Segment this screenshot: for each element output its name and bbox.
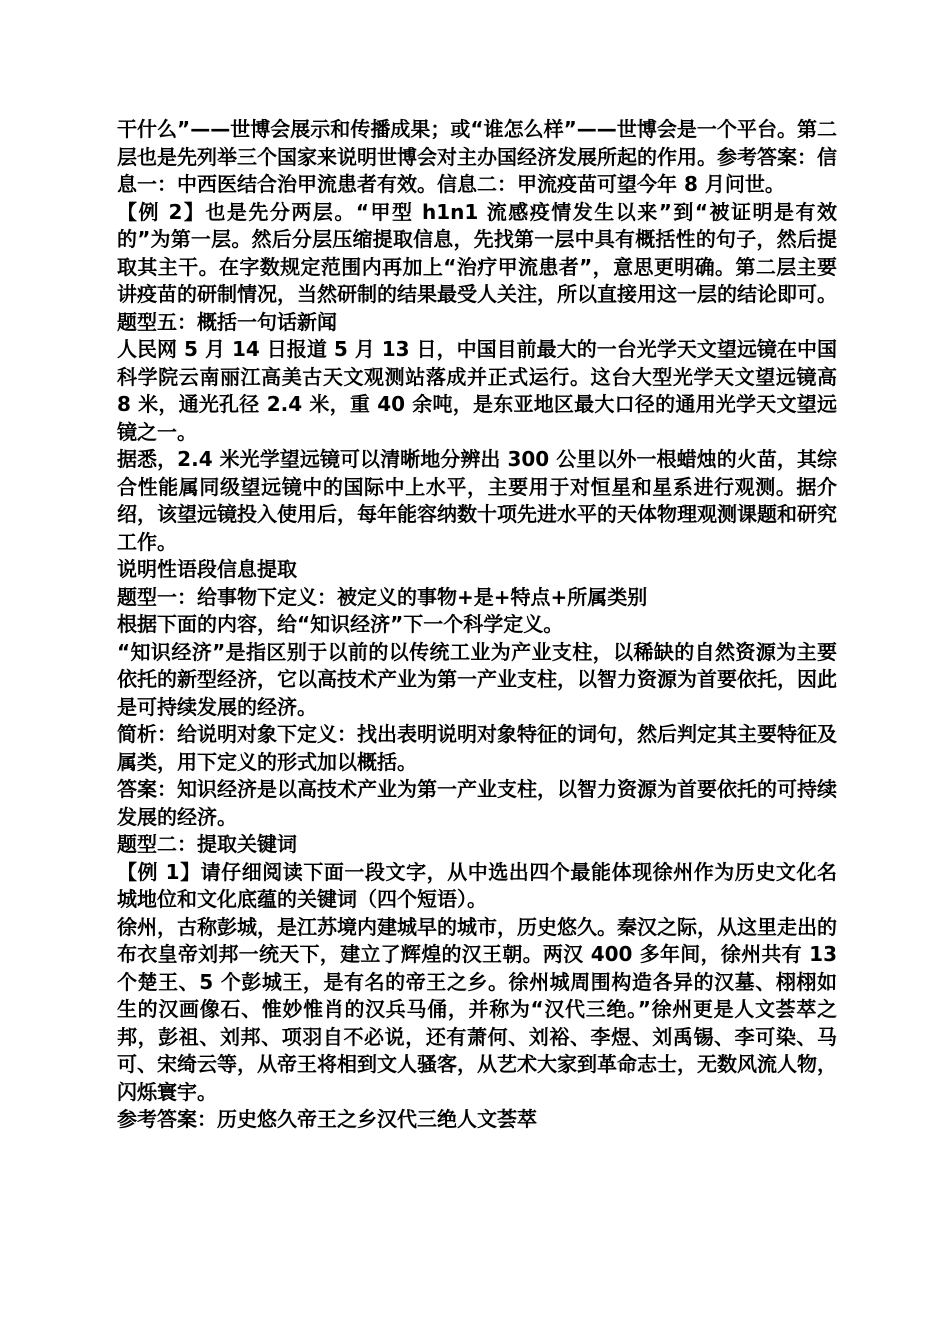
paragraph-answer-info: 干什么”——世博会展示和传播成果；或“谁怎么样”——世博会是一个平台。第二层也是先列举三个国家来说明世博会对主办国经济发展所起的作用。参考答案：信息一：中西医结合治甲流患者有效。信息二：甲流疫苗可望今年 8 月问世。 xyxy=(117,117,837,196)
heading-type-2-keywords: 题型二：提取关键词 xyxy=(117,832,297,856)
paragraph-example-1: 【例 1】请仔细阅读下面一段文字，从中选出四个最能体现徐州作为历史文化名城地位和文化底蕴的关键词（四个短语）。 xyxy=(117,859,837,911)
document-page xyxy=(117,116,837,1134)
paragraph-reference-answer: 参考答案：历史悠久帝王之乡汉代三绝人文荟萃 xyxy=(117,1107,537,1131)
paragraph-knowledge-economy: “知识经济”是指区别于以前的以传统工业为产业支柱，以稀缺的自然资源为主要依托的新型经济，它以高技术产业为第一产业支柱，以智力资源为首要依托，因此是可持续发展的经济。 xyxy=(117,639,837,719)
paragraph-answer-definition: 答案：知识经济是以高技术产业为第一产业支柱，以智力资源为首要依托的可持续发展的经济。 xyxy=(117,777,837,829)
heading-type-5: 题型五：概括一句话新闻 xyxy=(117,309,337,334)
heading-expository-extraction: 说明性语段信息提取 xyxy=(117,557,297,581)
paragraph-definition-task: 根据下面的内容，给“知识经济”下一个科学定义。 xyxy=(117,612,564,636)
paragraph-xuzhou: 徐州，古称彭城，是江苏境内建城早的城市，历史悠久。秦汉之际，从这里走出的布衣皇帝刘邦一统天下，建立了辉煌的汉王朝。两汉 400 多年间，徐州共有 13 个楚王、5 个彭城王，是有名的帝王之乡。徐州城周围构造各异的汉墓、栩栩如生的汉画像石、惟妙惟肖的汉兵马俑，并称为“汉代三绝。”徐州更是人文荟萃之邦，彭祖、刘邦、项羽自不必说，还有萧何、刘裕、李煜、刘禹锡、李可染、马可、宋绮云等，从帝王将相到文人骚客，从艺术大家到革命志士，无数风流人物，闪烁寰宇。 xyxy=(117,914,837,1104)
heading-type-1-definition: 题型一：给事物下定义：被定义的事物+是+特点+所属类别 xyxy=(117,584,648,609)
paragraph-analysis: 简析：给说明对象下定义：找出表明说明对象特征的词句，然后判定其主要特征及属类，用下定义的形式加以概括。 xyxy=(117,722,837,774)
paragraph-telescope-details: 据悉，2.4 米光学望远镜可以清晰地分辨出 300 公里以外一根蜡烛的火苗，其综合性能属同级望远镜中的国际中上水平，主要用于对恒星和星系进行观测。据介绍，该望远镜投入使用后，每年能容纳数十项先进水平的天体物理观测课题和研究工作。 xyxy=(117,447,837,554)
paragraph-example-2: 【例 2】也是先分两层。“甲型 h1n1 流感疫情发生以来”到“被证明是有效的”为第一层。然后分层压缩提取信息，先找第一层中具有概括性的句子，然后提取其主干。在字数规定范围内再加上“治疗甲流患者”，意思更明确。第二层主要讲疫苗的研制情况，当然研制的结果最受人关注，所以直接用这一层的结论即可。 xyxy=(117,199,837,306)
paragraph-news-report: 人民网 5 月 14 日报道 5 月 13 日，中国目前最大的一台光学天文望远镜在中国科学院云南丽江高美古天文观测站落成并正式运行。这台大型光学天文望远镜高 8 米，通光孔径 2.4 米，重 40 余吨，是东亚地区最大口径的通用光学天文望远镜之一。 xyxy=(117,337,837,444)
